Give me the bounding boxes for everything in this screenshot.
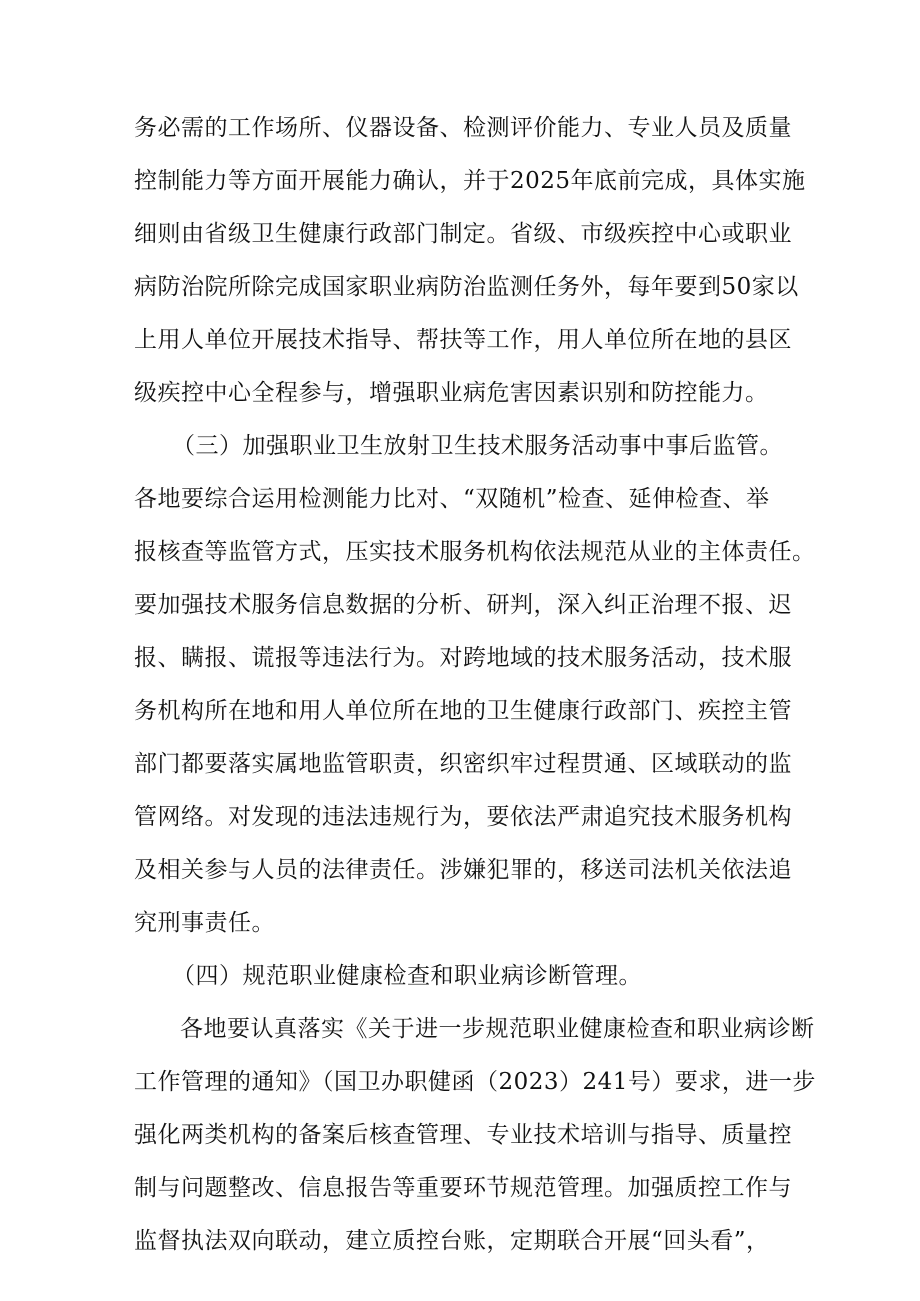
section-heading-4: （四）规范职业健康检查和职业病诊断管理。	[172, 963, 642, 989]
text-line: 务必需的工作场所、仪器设备、检测评价能力、专业人员及质量	[134, 115, 792, 141]
text-line: 工作管理的通知》（国卫办职健函（2023）241号）要求，进一步	[134, 1069, 816, 1095]
text-line: 管网络。对发现的违法违规行为，要依法严肃追究技术服务机构	[134, 804, 792, 830]
text-line: 监督执法双向联动，建立质控台账，定期联合开展“回头看”，	[134, 1228, 770, 1254]
text-line: 报核查等监管方式，压实技术服务机构依法规范从业的主体责任。	[134, 539, 816, 565]
text-line: 上用人单位开展技术指导、帮扶等工作，用人单位所在地的县区	[134, 327, 792, 353]
text-line: 及相关参与人员的法律责任。涉嫌犯罪的，移送司法机关依法追	[134, 857, 792, 883]
section-heading-3: （三）加强职业卫生放射卫生技术服务活动事中事后监管。	[172, 433, 783, 459]
text-line: 报、瞒报、谎报等违法行为。对跨地域的技术服务活动，技术服	[134, 645, 792, 671]
text-line: 各地要综合运用检测能力比对、“双随机”检查、延伸检查、举	[134, 486, 770, 512]
text-line: 细则由省级卫生健康行政部门制定。省级、市级疾控中心或职业	[134, 221, 792, 247]
text-line: 制与问题整改、信息报告等重要环节规范管理。加强质控工作与	[134, 1175, 792, 1201]
text-line: 究刑事责任。	[134, 910, 275, 936]
text-line: 务机构所在地和用人单位所在地的卫生健康行政部门、疾控主管	[134, 698, 792, 724]
text-line: 控制能力等方面开展能力确认，并于2025年底前完成，具体实施	[134, 168, 806, 194]
text-line: 强化两类机构的备案后核查管理、专业技术培训与指导、质量控	[134, 1122, 792, 1148]
text-line: 部门都要落实属地监管职责，织密织牢过程贯通、区域联动的监	[134, 751, 792, 777]
text-line: 各地要认真落实《关于进一步规范职业健康检查和职业病诊断	[180, 1016, 815, 1042]
text-line: 要加强技术服务信息数据的分析、研判，深入纠正治理不报、迟	[134, 592, 792, 618]
text-line: 级疾控中心全程参与，增强职业病危害因素识别和防控能力。	[134, 380, 769, 406]
text-line: 病防治院所除完成国家职业病防治监测任务外，每年要到50家以	[134, 274, 799, 300]
